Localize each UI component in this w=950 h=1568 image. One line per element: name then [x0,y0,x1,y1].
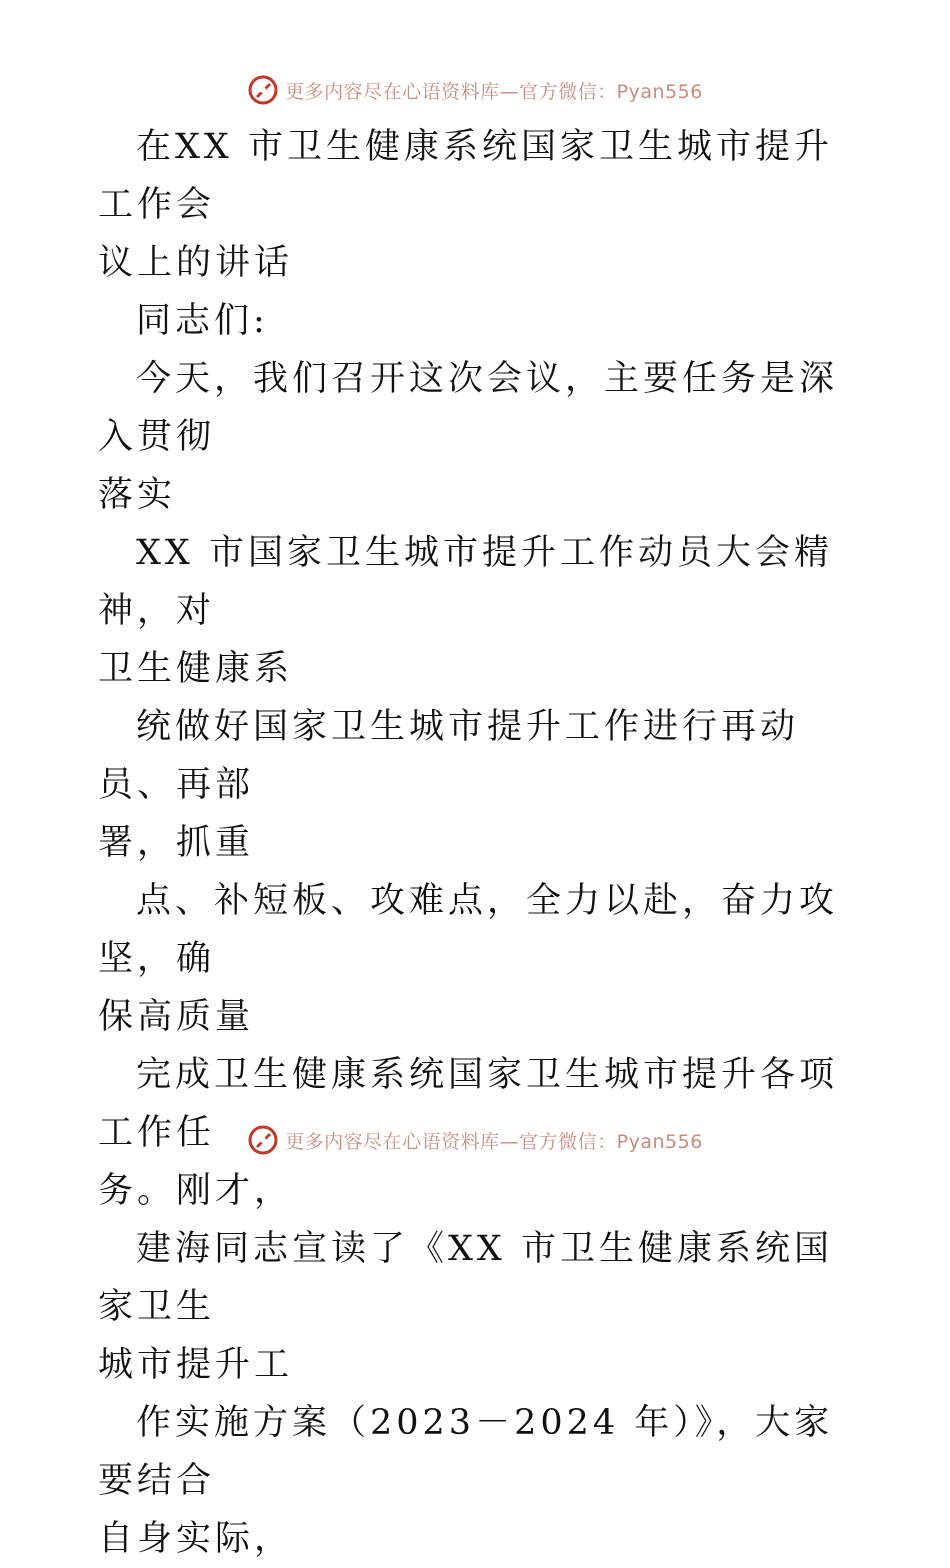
doc-line: 建海同志宣读了《XX 市卫生健康系统国家卫生 [98,1229,833,1327]
doc-line: 在XX 市卫生健康系统国家卫生城市提升工作会 [98,127,833,225]
doc-line: 作实施方案（2023－2024 年）》，大家要结合 [98,1403,834,1501]
doc-line: 议上的讲话 [98,243,294,283]
footer-watermark-banner [0,1120,950,1160]
doc-line: 同志们: [136,301,269,341]
doc-line: 完成卫生健康系统国家卫生城市提升各项工作任 [98,1055,839,1153]
doc-line: 署，抓重 [98,823,255,863]
header-watermark-text: 更多内容尽在心语资料库—官方微信：Pyan556 [285,80,703,103]
doc-line: 今天，我们召开这次会议，主要任务是深入贯彻 [98,359,839,457]
doc-line: 卫生健康系 [98,649,294,689]
header-watermark-banner [0,70,950,110]
doc-line: 点、补短板、攻难点，全力以赴，奋力攻坚，确 [98,881,839,979]
doc-line: XX 市国家卫生城市提升工作动员大会精神，对 [98,533,833,631]
document-body [98,118,858,1568]
footer-watermark-text: 更多内容尽在心语资料库—官方微信：Pyan556 [285,1130,703,1153]
doc-line: 城市提升工 [98,1345,294,1385]
quill-logo-icon [247,74,279,106]
doc-line: 保高质量 [98,997,255,1037]
doc-line: 落实 [98,475,177,515]
doc-line: 统做好国家卫生城市提升工作进行再动员、再部 [98,707,800,805]
doc-line: 务。刚才， [98,1171,294,1211]
doc-line: 自身实际， [98,1519,294,1559]
quill-logo-icon [247,1124,279,1156]
